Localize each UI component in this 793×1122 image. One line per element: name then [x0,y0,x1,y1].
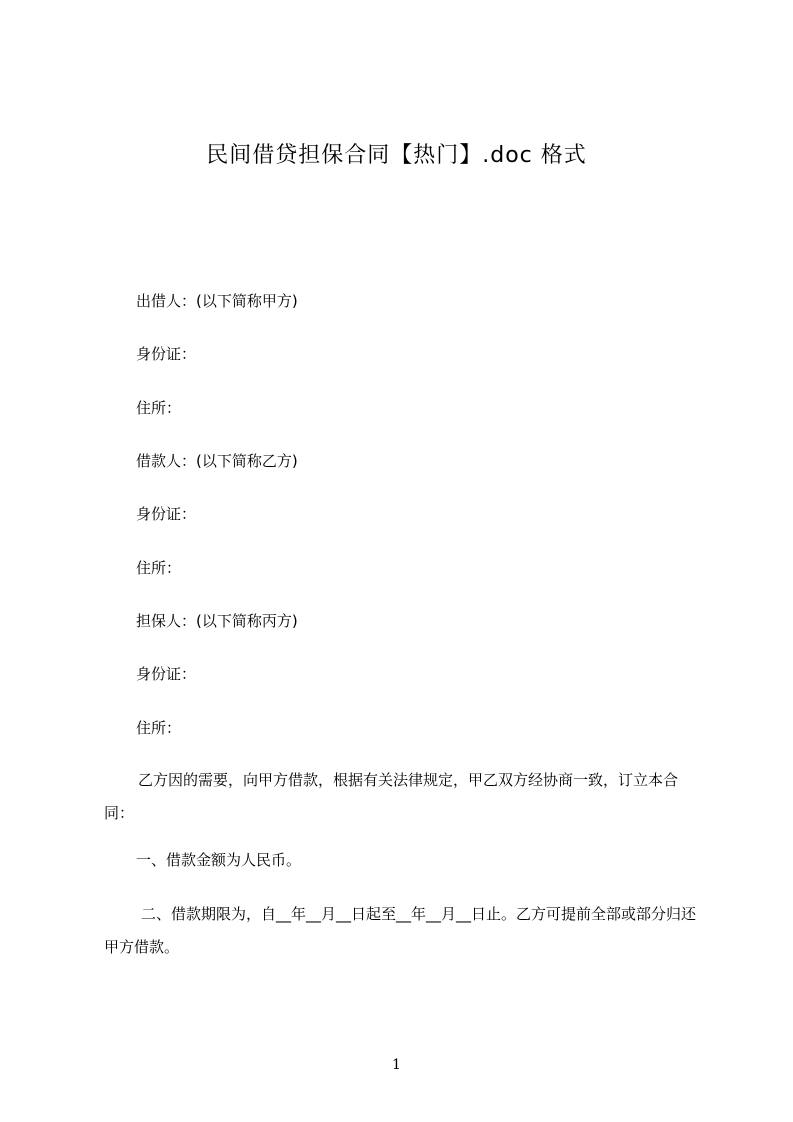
guarantor-id-field: 身份证： [136,665,197,683]
borrower-address-field: 住所： [136,559,182,577]
lender-address-field: 住所： [136,399,182,417]
guarantor-address-field: 住所： [136,719,182,737]
borrower-field: 借款人：(以下简称乙方) [136,452,298,470]
page-title: 民间借贷担保合同【热门】.doc 格式 [206,143,587,168]
lender-field: 出借人：(以下简称甲方) [136,292,298,310]
clause-loan-amount: 一、借款金额为人民币。 [136,851,302,869]
page-number: 1 [392,1057,401,1073]
preamble-paragraph: 乙方因的需要，向甲方借款，根据有关法律规定，甲乙双方经协商一致，订立本合同： [104,771,679,822]
borrower-id-field: 身份证： [136,505,197,523]
guarantor-field: 担保人：(以下简称丙方) [136,612,298,630]
clause-loan-term: 二、借款期限为，自__年__月__日起至__年__月__日止。乙方可提前全部或部分归还甲方借款。 [104,905,697,956]
lender-id-field: 身份证： [136,345,197,363]
